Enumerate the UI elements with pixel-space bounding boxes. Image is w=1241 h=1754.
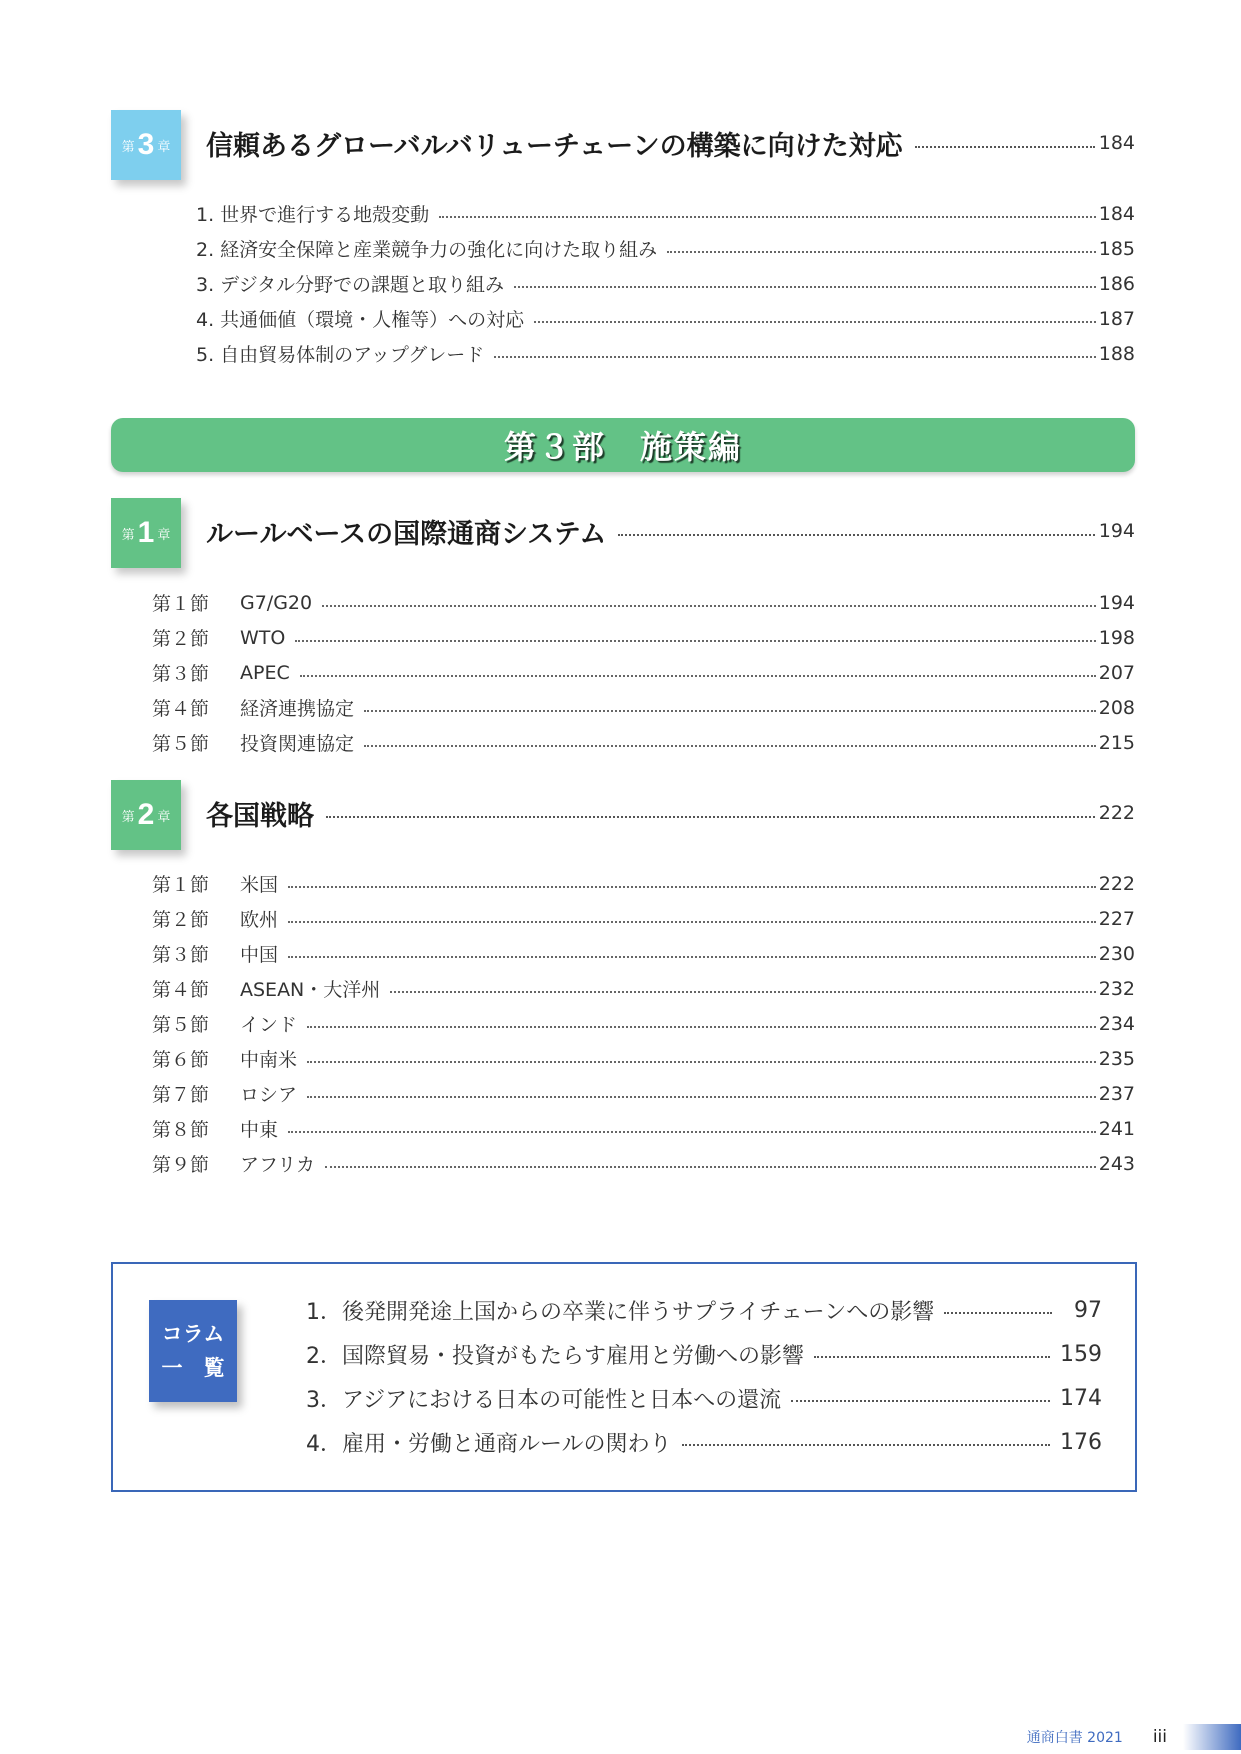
badge-number: 1 (137, 516, 155, 549)
toc-item[interactable] (196, 231, 1135, 266)
chapter-title-row[interactable] (206, 511, 1135, 551)
item-label: ロシア (240, 1084, 298, 1106)
item-label: 4．雇用・労働と通商ルールの関わり (306, 1431, 672, 1457)
page-number: 194 (1098, 591, 1135, 614)
badge-number: 3 (137, 128, 155, 161)
item-label: 経済連携協定 (240, 698, 355, 720)
dot-leader (307, 1026, 1096, 1028)
section-number: 第１節 (152, 593, 210, 615)
section-number: 第４節 (152, 698, 210, 720)
item-label: 投資関連協定 (240, 733, 355, 755)
chapter-badge (111, 110, 181, 180)
dot-leader (322, 605, 1096, 607)
part3-chapter-2-heading (111, 780, 1135, 850)
page-number: 222 (1098, 802, 1135, 824)
badge-suffix: 章 (157, 139, 171, 155)
part3-chapter-1-items (152, 585, 1135, 760)
toc-item[interactable] (152, 901, 1135, 936)
chapter-3-heading (111, 110, 1135, 180)
dot-leader (288, 921, 1096, 923)
badge-suffix: 章 (157, 527, 171, 543)
dot-leader (326, 816, 1095, 818)
section-number: 第８節 (152, 1119, 210, 1141)
page-number: 215 (1098, 731, 1135, 754)
chapter-title-row[interactable] (206, 123, 1135, 163)
toc-item[interactable] (196, 196, 1135, 231)
page-number: 97 (1074, 1297, 1102, 1323)
item-label: アフリカ (240, 1154, 316, 1176)
dot-leader (390, 991, 1095, 993)
item-label: 欧州 (240, 909, 279, 931)
dot-leader (288, 886, 1096, 888)
item-label: 5. 自由貿易体制のアップグレード (196, 344, 485, 366)
dot-leader (364, 710, 1096, 712)
section-number: 第６節 (152, 1049, 210, 1071)
section-number: 第５節 (152, 733, 210, 755)
item-label: インド (240, 1014, 298, 1036)
dot-leader (288, 1131, 1096, 1133)
item-label: 3. デジタル分野での課題と取り組み (196, 274, 505, 296)
column-item[interactable] (306, 1332, 1102, 1376)
page-number: 222 (1098, 872, 1135, 895)
toc-item[interactable] (196, 301, 1135, 336)
badge-prefix: 第 (121, 809, 135, 825)
dot-leader (325, 1166, 1096, 1168)
badge-prefix: 第 (121, 139, 135, 155)
page-number: 235 (1098, 1047, 1135, 1070)
page-number: 187 (1098, 307, 1135, 330)
dot-leader (307, 1061, 1096, 1063)
dot-leader (814, 1356, 1050, 1358)
part-3-banner[interactable] (111, 418, 1135, 472)
section-number: 第２節 (152, 628, 210, 650)
part-title: 第３部 施策編 (503, 428, 742, 466)
item-label: 中国 (240, 944, 279, 966)
toc-item[interactable] (152, 866, 1135, 901)
part3-chapter-2-items (152, 866, 1135, 1181)
section-number: 第３節 (152, 944, 210, 966)
page-number: 186 (1098, 272, 1135, 295)
item-label: WTO (240, 626, 286, 649)
publication-title: 通商白書 2021 (1026, 1730, 1123, 1746)
toc-item[interactable] (152, 1146, 1135, 1181)
badge-prefix: 第 (121, 527, 135, 543)
dot-leader (295, 640, 1095, 642)
section-number: 第２節 (152, 909, 210, 931)
dot-leader (307, 1096, 1096, 1098)
toc-item[interactable] (152, 1111, 1135, 1146)
toc-item[interactable] (152, 690, 1135, 725)
dot-leader (494, 356, 1095, 358)
dot-leader (791, 1400, 1050, 1402)
section-number: 第５節 (152, 1014, 210, 1036)
toc-item[interactable] (196, 266, 1135, 301)
page-number: 208 (1098, 696, 1135, 719)
page-number: 188 (1098, 342, 1135, 365)
column-list-box (111, 1262, 1137, 1492)
dot-leader (514, 286, 1096, 288)
toc-item[interactable] (152, 1041, 1135, 1076)
item-label: 3．アジアにおける日本の可能性と日本への還流 (306, 1387, 782, 1413)
dot-leader (300, 675, 1096, 677)
item-label: 1. 世界で進行する地殻変動 (196, 204, 430, 226)
dot-leader (667, 251, 1096, 253)
item-label: 米国 (240, 874, 279, 896)
column-item[interactable] (306, 1288, 1102, 1332)
section-number: 第１節 (152, 874, 210, 896)
item-label: G7/G20 (240, 591, 313, 614)
page-number: 185 (1098, 237, 1135, 260)
toc-item[interactable] (196, 336, 1135, 371)
page-number: 176 (1060, 1429, 1102, 1455)
dot-leader (364, 745, 1096, 747)
badge-suffix: 章 (157, 809, 171, 825)
section-number: 第４節 (152, 979, 210, 1001)
item-label: APEC (240, 661, 290, 684)
page-number: 207 (1098, 661, 1135, 684)
item-label: 1．後発開発途上国からの卒業に伴うサプライチェーンへの影響 (306, 1299, 935, 1325)
dot-leader (944, 1312, 1052, 1314)
toc-item[interactable] (152, 725, 1135, 760)
chapter-title: 各国戦略 (206, 800, 314, 832)
dot-leader (618, 534, 1094, 536)
column-item[interactable] (306, 1376, 1102, 1420)
section-number: 第３節 (152, 663, 210, 685)
page-footer (1027, 1725, 1241, 1749)
page-number: 232 (1098, 977, 1135, 1000)
dot-leader (915, 146, 1095, 148)
chapter-title: 信頼あるグローバルバリューチェーンの構築に向けた対応 (206, 130, 903, 162)
chapter-title-row[interactable] (206, 793, 1135, 833)
dot-leader (682, 1444, 1050, 1446)
dot-leader (534, 321, 1096, 323)
item-label: 2. 経済安全保障と産業競争力の強化に向けた取り組み (196, 239, 658, 261)
item-label: 中東 (240, 1119, 279, 1141)
toc-item[interactable] (152, 585, 1135, 620)
section-number: 第９節 (152, 1154, 210, 1176)
page-number: 184 (1098, 202, 1135, 225)
toc-item[interactable] (152, 1006, 1135, 1041)
dot-leader (439, 216, 1096, 218)
toc-item[interactable] (152, 620, 1135, 655)
chapter-badge (111, 780, 181, 850)
page-number: 230 (1098, 942, 1135, 965)
toc-item[interactable] (152, 655, 1135, 690)
toc-item[interactable] (152, 936, 1135, 971)
chapter-title: ルールベースの国際通商システム (206, 518, 607, 550)
item-label: 中南米 (240, 1049, 298, 1071)
page-number: iii (1152, 1727, 1167, 1747)
badge-line-1: コラム (161, 1322, 225, 1346)
page-number: 227 (1098, 907, 1135, 930)
chapter-badge (111, 498, 181, 568)
dot-leader (288, 956, 1096, 958)
page-number: 237 (1098, 1082, 1135, 1105)
section-number: 第７節 (152, 1084, 210, 1106)
column-item[interactable] (306, 1420, 1102, 1464)
page-number: 184 (1098, 132, 1135, 154)
column-items (306, 1288, 1102, 1464)
item-label: ASEAN・大洋州 (240, 979, 381, 1001)
page-number: 234 (1098, 1012, 1135, 1035)
page-number: 198 (1098, 626, 1135, 649)
page-number: 159 (1060, 1341, 1102, 1367)
page-number: 194 (1098, 520, 1135, 542)
toc-item[interactable] (152, 971, 1135, 1006)
part3-chapter-1-heading (111, 498, 1135, 568)
item-label: 2．国際貿易・投資がもたらす雇用と労働への影響 (306, 1343, 804, 1369)
item-label: 4. 共通価値（環境・人権等）への対応 (196, 309, 525, 331)
badge-line-2: 一 覧 (161, 1356, 225, 1380)
chapter-3-items (196, 196, 1135, 371)
page-number: 174 (1060, 1385, 1102, 1411)
toc-item[interactable] (152, 1076, 1135, 1111)
page-number: 241 (1098, 1117, 1135, 1140)
page-number: 243 (1098, 1152, 1135, 1175)
footer-gradient-bar (1183, 1724, 1241, 1750)
badge-number: 2 (137, 798, 155, 831)
column-list-badge (149, 1300, 237, 1402)
